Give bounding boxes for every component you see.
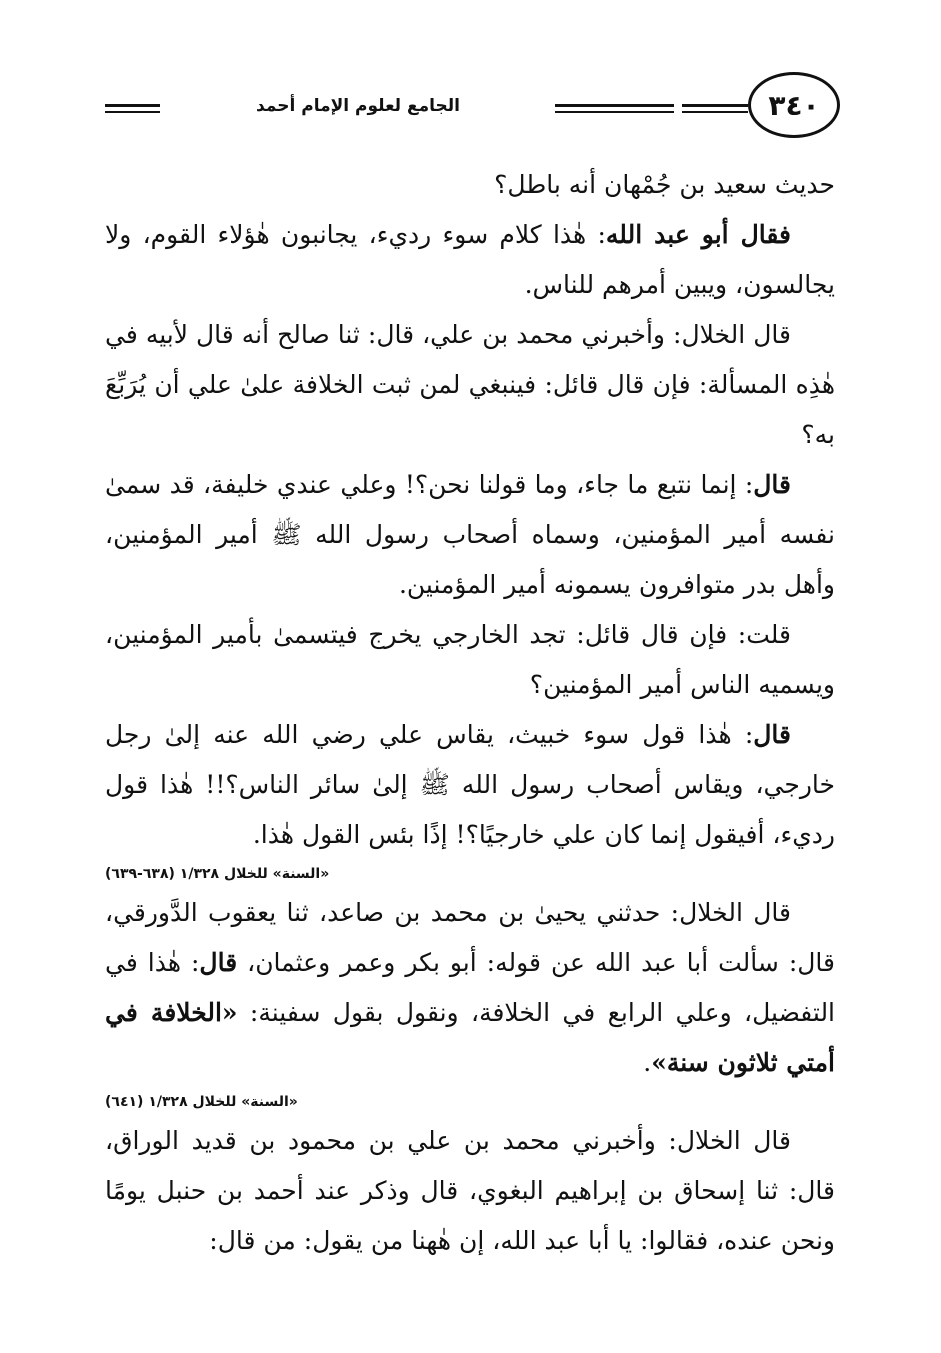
page-content bbox=[105, 160, 835, 1266]
header-rule-left bbox=[105, 104, 160, 113]
header-rule-right bbox=[682, 104, 748, 113]
paragraph-6: قال: هٰذا قول سوء خبيث، يقاس علي رضي الله عنه إلىٰ رجل خارجي، ويقاس أصحاب رسول الله ﷺ إلىٰ سائر الناس؟!! هٰذا قول رديء، أفيقول إنما كان علي خارجيًا؟! إذًا بئس القول هٰذا. bbox=[105, 720, 835, 849]
source-citation-1: «السنة» للخلال ١/٣٢٨ (٦٣٨-٦٣٩) bbox=[105, 866, 330, 882]
paragraph-1: حديث سعيد بن جُمْهان أنه باطل؟ bbox=[494, 170, 835, 199]
source-citation-2: «السنة» للخلال ١/٣٢٨ (٦٤١) bbox=[105, 1094, 298, 1110]
paragraph-5: قلت: فإن قال قائل: تجد الخارجي يخرج فيتسمىٰ بأمير المؤمنين، ويسميه الناس أمير المؤمنين؟ bbox=[105, 620, 835, 699]
page-header bbox=[105, 72, 840, 142]
paragraph-2: فقال أبو عبد الله: هٰذا كلام سوء رديء، يجانبون هٰؤلاء القوم، ولا يجالسون، ويبين أمرهم للناس. bbox=[105, 220, 835, 299]
paragraph-8: قال الخلال: وأخبرني محمد بن علي بن محمود بن قديد الوراق، قال: ثنا إسحاق بن إبراهيم البغوي، قال وذكر عند أحمد بن حنبل يومًا ونحن عنده، فقالوا: يا أبا عبد الله، إن هٰهنا من يقول: من قال: bbox=[105, 1126, 835, 1255]
paragraph-4: قال: إنما نتبع ما جاء، وما قولنا نحن؟! وعلي عندي خليفة، قد سمىٰ نفسه أمير المؤمنين، وسماه أصحاب رسول الله ﷺ أمير المؤمنين، وأهل بدر متوافرون يسمونه أمير المؤمنين. bbox=[105, 470, 835, 599]
speaker-label: فقال أبو عبد الله bbox=[605, 220, 791, 249]
paragraph-7: قال الخلال: حدثني يحيىٰ بن محمد بن صاعد، ثنا يعقوب الدَّورقي، قال: سألت أبا عبد الله عن قوله: أبو بكر وعمر وعثمان، قال: هٰذا في التفضيل، وعلي الرابع في الخلافة، ونقول بقول سفينة: «الخلافة في أمتي ثلاثون سنة». bbox=[105, 898, 836, 1077]
speaker-label: قال bbox=[753, 470, 791, 499]
header-rule-middle bbox=[555, 104, 674, 113]
running-title: الجامع لعلوم الإمام أحمد bbox=[256, 96, 460, 116]
speaker-label: قال bbox=[753, 720, 791, 749]
paragraph-3: قال الخلال: وأخبرني محمد بن علي، قال: ثنا صالح أنه قال لأبيه في هٰذِه المسألة: فإن قال قائل: فينبغي لمن ثبت الخلافة علىٰ علي أن يُرَبِّعَ به؟ bbox=[105, 320, 835, 449]
page-number: ٣٤٠ bbox=[748, 72, 840, 138]
speaker-label: قال bbox=[199, 948, 238, 977]
hadith-quote: «الخلافة في أمتي ثلاثون سنة» bbox=[105, 998, 835, 1077]
